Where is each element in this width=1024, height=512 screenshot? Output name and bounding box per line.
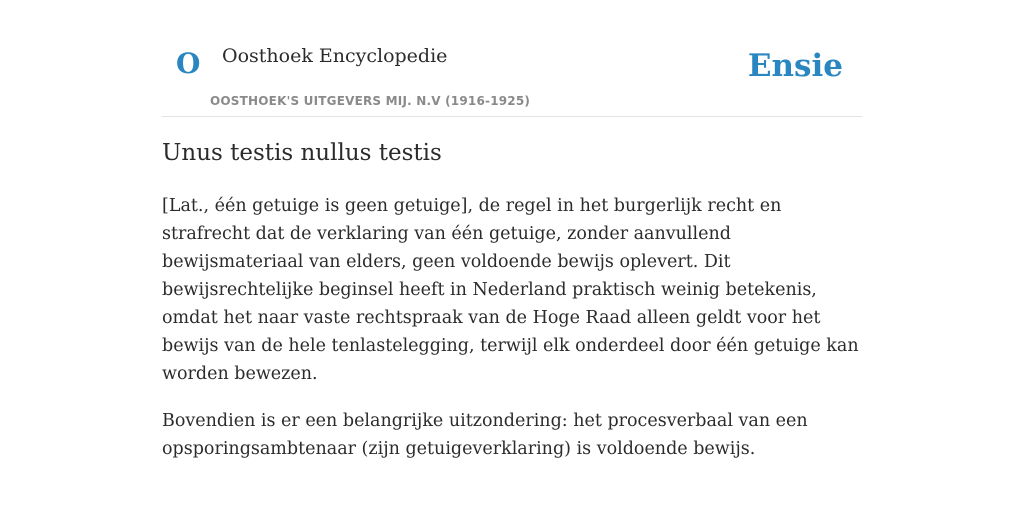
brand-logo-link[interactable]: Ensie	[747, 48, 843, 84]
article-body	[162, 192, 862, 482]
article-paragraph: Bovendien is er een belangrijke uitzondering: het procesverbaal van een opsporingsambtenaar (zijn getuigeverklaring) is voldoende bewijs.	[162, 411, 808, 459]
source-header	[162, 0, 862, 117]
source-logo[interactable]: O	[176, 47, 201, 80]
source-title-link[interactable]: Oosthoek Encyclopedie	[222, 45, 448, 67]
article-title: Unus testis nullus testis	[162, 140, 442, 166]
source-publisher: OOSTHOEK'S UITGEVERS MIJ. N.V (1916-1925)	[210, 94, 531, 108]
article-paragraph: [Lat., één getuige is geen getuige], de regel in het burgerlijk recht en strafrecht dat de verklaring van één getuige, zonder aanvullend bewijsmateriaal van elders, geen voldoende bewijs oplevert. Dit bewijsrechtelijke beginsel heeft in Nederland praktisch weinig betekenis, omdat het naar vaste rechtspraak van de Hoge Raad alleen geldt voor het bewijs van de hele tenlastelegging, terwijl elk onderdeel door één getuige kan worden bewezen.	[162, 196, 859, 384]
page	[162, 0, 862, 459]
